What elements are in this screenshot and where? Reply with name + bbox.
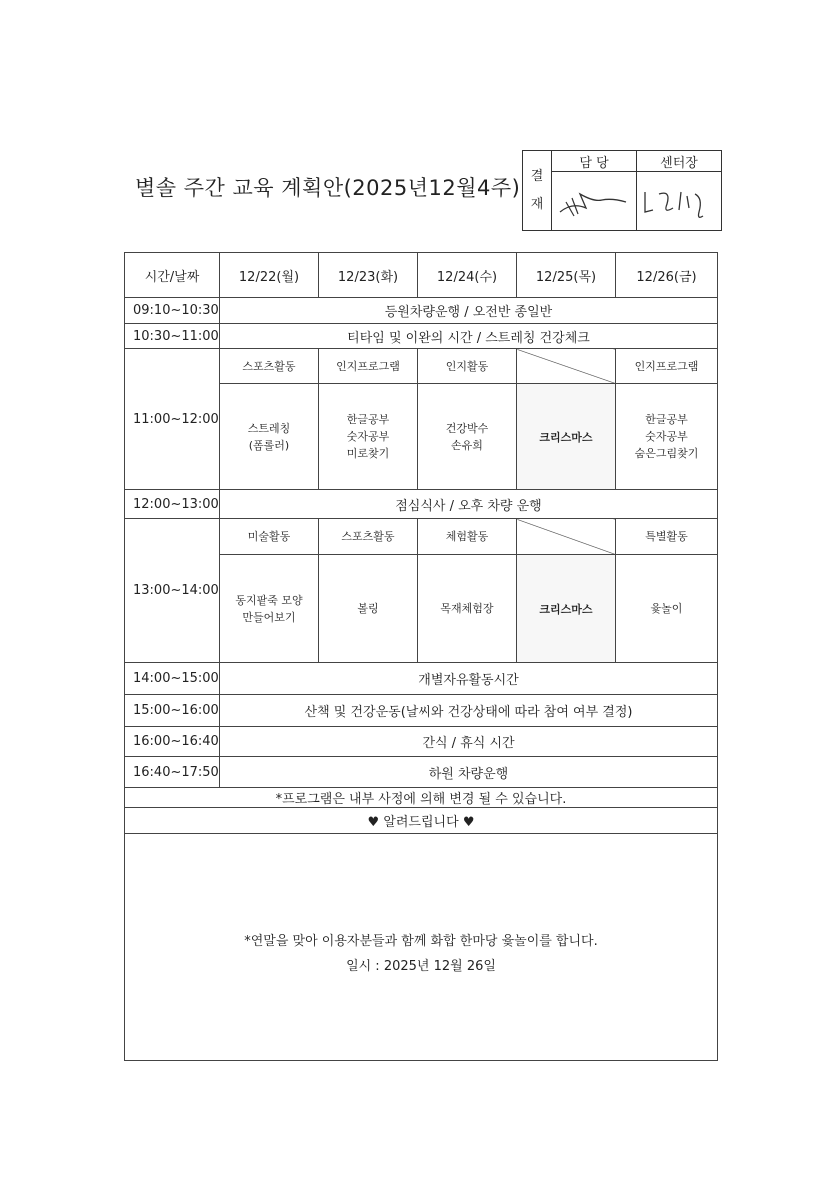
category-mon: 스포츠활동 [220, 349, 319, 384]
table-row [125, 727, 718, 757]
activity-fri: 윷놀이 [616, 555, 718, 663]
activity-span: 점심식사 / 오후 차량 운행 [220, 490, 718, 519]
activity-tue: 볼링 [319, 555, 418, 663]
approval-col-director: 센터장 [637, 151, 722, 172]
header-day-mon: 12/22(월) [220, 253, 319, 298]
activity-mon: 동지팥죽 모양 만들어보기 [220, 555, 319, 663]
activity-span: 등원차량운행 / 오전반 종일반 [220, 298, 718, 324]
heart-icon: ♥ [367, 815, 380, 830]
header-day-fri: 12/26(금) [616, 253, 718, 298]
approval-box [522, 150, 722, 231]
category-tue: 인지프로그램 [319, 349, 418, 384]
signature-director [637, 172, 722, 231]
table-row [125, 695, 718, 727]
category-thu-empty [517, 349, 616, 384]
time-cell: 12:00~13:00 [125, 490, 220, 519]
category-tue: 스포츠활동 [319, 519, 418, 555]
schedule-table [124, 252, 718, 1061]
notice-header [125, 808, 718, 834]
header-day-thu: 12/25(목) [517, 253, 616, 298]
page-title: 별솔 주간 교육 계획안(2025년12월4주) [135, 176, 521, 200]
time-cell: 16:00~16:40 [125, 727, 220, 757]
approval-col-staff: 담 당 [552, 151, 637, 172]
footnote: *프로그램은 내부 사정에 의해 변경 될 수 있습니다. [125, 788, 718, 808]
time-cell: 10:30~11:00 [125, 324, 220, 349]
table-row [125, 490, 718, 519]
time-cell: 15:00~16:00 [125, 695, 220, 727]
header-row [125, 253, 718, 298]
activity-span: 간식 / 휴식 시간 [220, 727, 718, 757]
table-row [125, 757, 718, 788]
category-wed: 체험활동 [418, 519, 517, 555]
activity-tue: 한글공부 숫자공부 미로찾기 [319, 384, 418, 490]
header-time: 시간/날짜 [125, 253, 220, 298]
category-fri: 인지프로그램 [616, 349, 718, 384]
notice-header-row [125, 808, 718, 834]
notes-box [125, 834, 718, 1061]
signature-staff [552, 172, 637, 231]
activity-mon: 스트레칭 (폼롤러) [220, 384, 319, 490]
header-day-tue: 12/23(화) [319, 253, 418, 298]
time-cell: 11:00~12:00 [125, 349, 220, 490]
table-row [125, 298, 718, 324]
activity-span: 개별자유활동시간 [220, 663, 718, 695]
approval-label: 결 재 [523, 151, 552, 231]
activity-wed: 건강박수 손유희 [418, 384, 517, 490]
signature-staff-mark [552, 172, 636, 226]
header-day-wed: 12/24(수) [418, 253, 517, 298]
activity-wed: 목재체험장 [418, 555, 517, 663]
activity-span: 티타임 및 이완의 시간 / 스트레칭 건강체크 [220, 324, 718, 349]
notice-title: 알려드립니다 [383, 815, 459, 830]
activity-span: 산책 및 건강운동(날씨와 건강상태에 따라 참여 여부 결정) [220, 695, 718, 727]
activity-fri: 한글공부 숫자공부 숨은그림찾기 [616, 384, 718, 490]
activity-span: 하원 차량운행 [220, 757, 718, 788]
footnote-row [125, 788, 718, 808]
category-mon: 미술활동 [220, 519, 319, 555]
signature-director-mark [637, 172, 721, 226]
notice-line-2: 일시 : 2025년 12월 26일 [346, 959, 496, 974]
category-row [125, 349, 718, 384]
time-cell: 13:00~14:00 [125, 519, 220, 663]
time-cell: 09:10~10:30 [125, 298, 220, 324]
time-cell: 16:40~17:50 [125, 757, 220, 788]
table-row [125, 663, 718, 695]
notice-line-1: *연말을 맞아 이용자분들과 함께 화합 한마당 윷놀이를 합니다. [244, 934, 598, 949]
activity-thu-holiday: 크리스마스 [517, 555, 616, 663]
time-cell: 14:00~15:00 [125, 663, 220, 695]
table-row [125, 324, 718, 349]
category-wed: 인지활동 [418, 349, 517, 384]
activity-thu-holiday: 크리스마스 [517, 384, 616, 490]
notes-row [125, 834, 718, 1061]
category-thu-empty [517, 519, 616, 555]
category-fri: 특별활동 [616, 519, 718, 555]
category-row [125, 519, 718, 555]
heart-icon: ♥ [462, 815, 475, 830]
